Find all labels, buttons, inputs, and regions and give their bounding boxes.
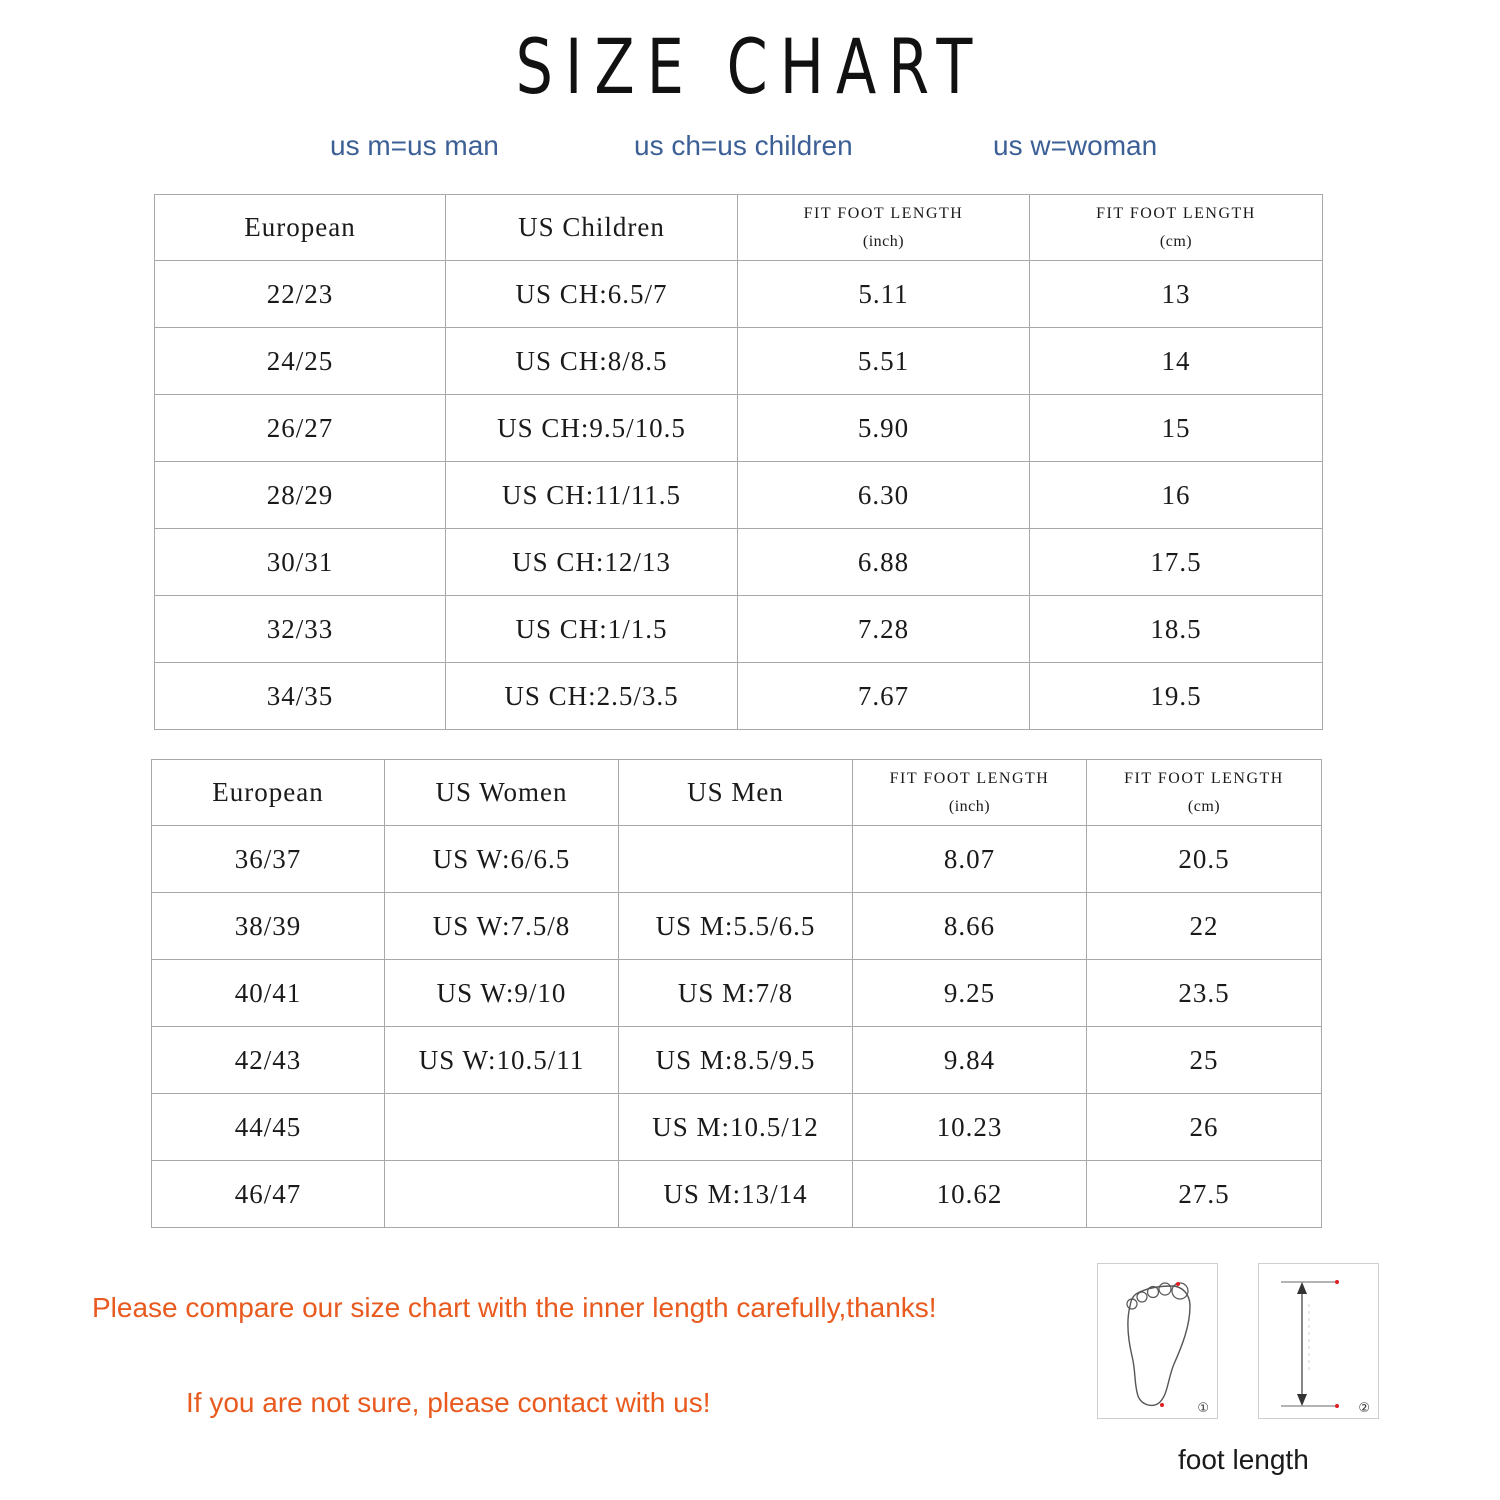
cell-european: 38/39 [152,893,385,960]
cell-us-women [385,1161,619,1228]
foot-outline-diagram [1097,1263,1218,1419]
header-fit-foot-length-cm: FIT FOOT LENGTH (cm) [1030,195,1323,261]
cell-length-cm: 18.5 [1030,596,1323,663]
cell-us-men: US M:8.5/9.5 [619,1027,853,1094]
cell-european: 46/47 [152,1161,385,1228]
table-row [152,893,1322,960]
page-title: SIZE CHART [515,22,985,111]
cell-us-children: US CH:11/11.5 [446,462,738,529]
cell-us-children: US CH:6.5/7 [446,261,738,328]
cell-length-inch: 5.11 [738,261,1030,328]
table-row [152,960,1322,1027]
cell-us-women [385,1094,619,1161]
cell-us-men [619,826,853,893]
cell-european: 24/25 [155,328,446,395]
cell-length-inch: 5.90 [738,395,1030,462]
header-us-children: US Children [446,195,738,261]
cell-us-women: US W:10.5/11 [385,1027,619,1094]
foot-length-label: foot length [1178,1444,1309,1475]
cell-european: 44/45 [152,1094,385,1161]
table-row [155,596,1323,663]
cell-length-cm: 14 [1030,328,1323,395]
cell-length-cm: 17.5 [1030,529,1323,596]
cell-us-children: US CH:8/8.5 [446,328,738,395]
cell-european: 32/33 [155,596,446,663]
cell-european: 26/27 [155,395,446,462]
length-arrow-icon [1259,1264,1380,1420]
cell-length-inch: 8.07 [853,826,1087,893]
cell-length-inch: 7.28 [738,596,1030,663]
cell-length-cm: 25 [1087,1027,1322,1094]
cell-length-cm: 15 [1030,395,1323,462]
table-row [155,529,1323,596]
abbr-us-woman: us w=woman [993,130,1158,161]
header-european: European [152,760,385,826]
cell-european: 22/23 [155,261,446,328]
cell-us-women: US W:7.5/8 [385,893,619,960]
cell-length-cm: 16 [1030,462,1323,529]
cell-us-children: US CH:2.5/3.5 [446,663,738,730]
cell-us-men: US M:10.5/12 [619,1094,853,1161]
table-row [152,1161,1322,1228]
cell-us-men: US M:5.5/6.5 [619,893,853,960]
cell-us-children: US CH:12/13 [446,529,738,596]
header-us-men: US Men [619,760,853,826]
header-fit-foot-length-inch: FIT FOOT LENGTH (inch) [738,195,1030,261]
cell-length-inch: 5.51 [738,328,1030,395]
adult-size-table [151,759,1322,1228]
cell-us-women: US W:9/10 [385,960,619,1027]
cell-length-inch: 6.30 [738,462,1030,529]
cell-us-children: US CH:9.5/10.5 [446,395,738,462]
children-size-table [154,194,1323,730]
cell-us-children: US CH:1/1.5 [446,596,738,663]
table-row [152,1094,1322,1161]
header-fit-foot-length-cm: FIT FOOT LENGTH (cm) [1087,760,1322,826]
cell-length-cm: 26 [1087,1094,1322,1161]
cell-length-inch: 9.25 [853,960,1087,1027]
header-fit-foot-length-inch: FIT FOOT LENGTH (inch) [853,760,1087,826]
table-row [155,395,1323,462]
table-header-row [152,760,1322,826]
cell-length-cm: 22 [1087,893,1322,960]
cell-length-inch: 6.88 [738,529,1030,596]
cell-european: 36/37 [152,826,385,893]
table-row [152,826,1322,893]
abbr-us-children: us ch=us children [634,130,853,161]
notice-compare: Please compare our size chart with the inner length carefully,thanks! [92,1292,937,1323]
cell-european: 30/31 [155,529,446,596]
marker-1-icon: ① [1197,1401,1209,1416]
table-row [152,1027,1322,1094]
header-us-women: US Women [385,760,619,826]
cell-us-men: US M:7/8 [619,960,853,1027]
abbr-us-man: us m=us man [330,130,499,161]
cell-length-cm: 20.5 [1087,826,1322,893]
cell-european: 34/35 [155,663,446,730]
cell-length-cm: 13 [1030,261,1323,328]
foot-length-diagram [1258,1263,1379,1419]
marker-2-icon: ② [1358,1401,1370,1416]
table-row [155,663,1323,730]
cell-european: 40/41 [152,960,385,1027]
cell-length-cm: 27.5 [1087,1161,1322,1228]
cell-length-cm: 19.5 [1030,663,1323,730]
cell-length-cm: 23.5 [1087,960,1322,1027]
table-row [155,328,1323,395]
table-header-row [155,195,1323,261]
cell-us-men: US M:13/14 [619,1161,853,1228]
foot-outline-icon [1098,1264,1219,1420]
header-european: European [155,195,446,261]
table-row [155,462,1323,529]
cell-length-inch: 10.23 [853,1094,1087,1161]
table-row [155,261,1323,328]
cell-us-women: US W:6/6.5 [385,826,619,893]
cell-european: 42/43 [152,1027,385,1094]
cell-length-inch: 8.66 [853,893,1087,960]
cell-length-inch: 10.62 [853,1161,1087,1228]
cell-length-inch: 9.84 [853,1027,1087,1094]
cell-length-inch: 7.67 [738,663,1030,730]
cell-european: 28/29 [155,462,446,529]
notice-contact: If you are not sure, please contact with us! [186,1387,711,1418]
